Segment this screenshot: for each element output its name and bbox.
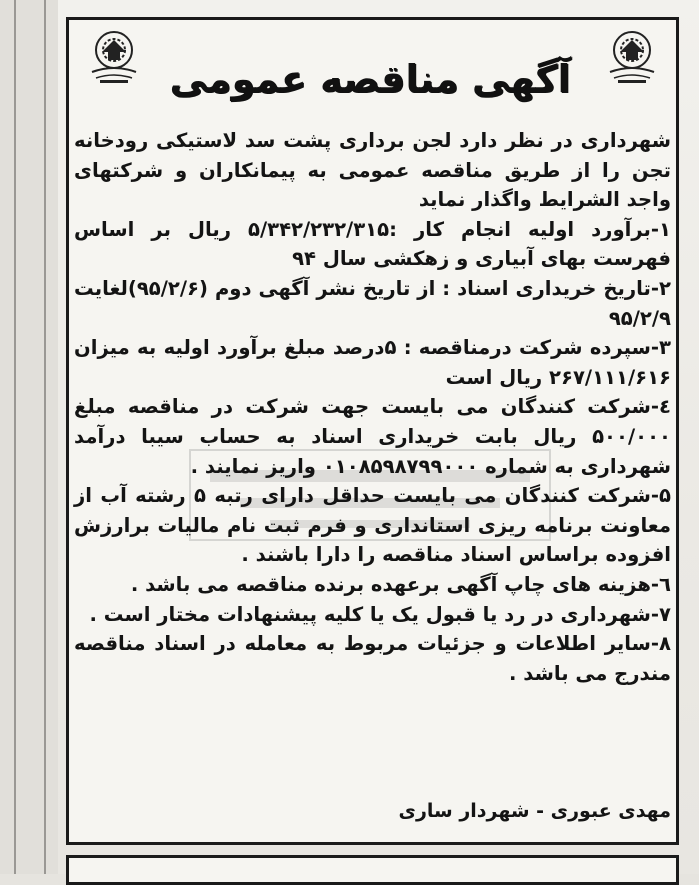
municipality-logo-left-icon xyxy=(86,28,142,88)
signature-line: مهدی عبوری - شهردار ساری xyxy=(398,800,671,822)
left-margin-strip xyxy=(0,0,58,874)
municipality-logo-right-icon xyxy=(604,28,660,88)
notice-item-2: ۲-تاریخ خریداری اسناد : از تاریخ نشر آگهی دوم (۹۵/۲/۶)لغایت ۹۵/۲/۹ xyxy=(74,276,671,330)
notice-item-1: ۱-برآورد اولیه انجام کار :۵/۳۴۲/۲۳۲/۳۱۵ ریال بر اساس فهرست بهای آبیاری و زهکشی سال ۹۴ xyxy=(74,217,671,271)
notice-body xyxy=(74,126,671,688)
notice-item-3: ۳-سپرده شرکت درمناقصه : ۵درصد مبلغ برآورد اولیه به میزان ۲۶۷/۱۱۱/۶۱۶ ریال است xyxy=(74,336,671,389)
notice-item-6: ٦-هزینه های چاپ آگهی برعهده برنده مناقصه می باشد . xyxy=(130,572,671,596)
notice-item-8: ۸-سایر اطلاعات و جزئیات مربوط به معامله در اسناد مناقصه مندرج می باشد . xyxy=(74,632,671,685)
notice-item-7: ۷-شهرداری در رد یا قبول یک یا کلیه پیشنهادات مختار است . xyxy=(89,602,671,626)
notice-intro: شهرداری در نظر دارد لجن برداری پشت سد لاستیکی رودخانه تجن را از طریق مناقصه عمومی به پیمانکاران و شرکتهای واجد الشرایط واگذار نماید xyxy=(74,129,671,212)
notice-item-5: ۵-شرکت کنندگان می بایست حداقل دارای رتبه ۵ رشته آب از معاونت برنامه ریزی استانداری و فرم ثبت نام مالیات برارزش افزوده براساس اسناد مناقصه را دارا باشند . xyxy=(74,484,671,567)
notice-title: آگهی مناقصه عمومی xyxy=(169,57,571,101)
next-notice-frame xyxy=(66,855,679,885)
notice-item-4: ٤-شرکت کنندگان می بایست جهت شرکت در مناقصه مبلغ ۵۰۰/۰۰۰ ریال بابت خریداری اسناد به حساب سیبا درآمد شهرداری به شماره ۰۱۰۸۵۹۸۷۹۹۰۰۰ واریز نمایند . xyxy=(74,395,671,478)
